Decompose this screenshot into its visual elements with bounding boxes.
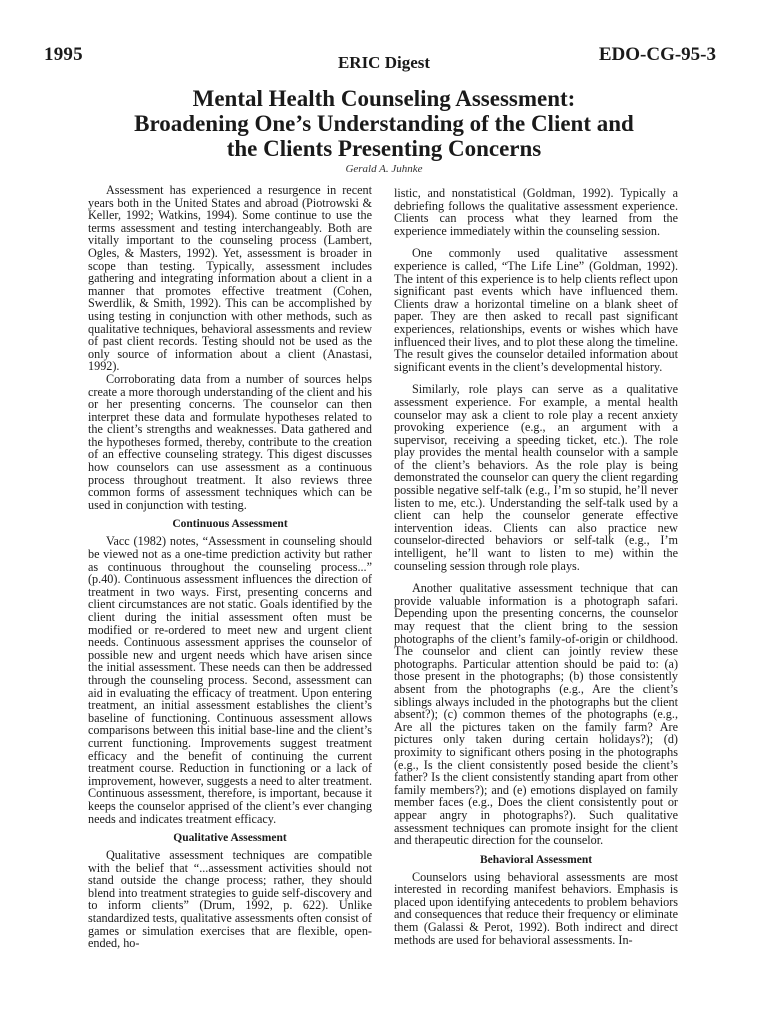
title-line-2: Broadening One’s Understanding of the Client and	[134, 111, 634, 136]
photograph-safari-paragraph: Another qualitative assessment technique that can provide valuable information is a photograph safari. Depending upon the presenting concerns, the counselor may request that the client bring to the session photographs of the client’s family-of-origin or childhood. The counselor and client can jointly review these photographs. Particular attention should be paid to: (a) those present in the photographs; (b) those consistently absent from the photographs (e.g., Are the client’s siblings always included in the photographs but the client absent?); (c) common themes of the photographs (e.g., Are all the pictures taken on the family farm? Are pictures only taken during certain holidays?); (d) proximity to significant others posing in the photographs (e.g., Is the client consistently posed beside the client’s father? Is the client consistently standing apart from other family members?); and (e) emotions displayed on family member faces (e.g., Does the client consistently pout or appear angry in photographs?). Such qualitative assessment techniques can promote insight for the client and therapeutic direction for the counselor.	[394, 581, 678, 848]
right-column	[394, 187, 678, 946]
publication-year: 1995	[44, 44, 83, 65]
document-code: EDO-CG-95-3	[598, 44, 716, 65]
qualitative-assessment-paragraph-1: Qualitative assessment techniques are compatible with the belief that “...assessment activities should not stand outside the change process; rather, they should blend into treatment strategies to guide self-discovery and to inform clients” (Drum, 1992, p. 622). Unlike standardized tests, qualitative assessments often consist of games or simulation exercises that are flexible, open-ended, ho-	[88, 848, 372, 951]
behavioral-assessment-paragraph: Counselors using behavioral assessments are most interested in recording manifest behaviors. Emphasis is placed upon identifying antecedents to problem behaviors and consequences that reduce their frequency or eliminate them (Galassi & Perot, 1992). Both indirect and direct methods are used for behavioral assessments. In-	[394, 869, 678, 947]
role-play-paragraph: Similarly, role plays can serve as a qualitative assessment experience. For example, a mental health counselor may ask a client to role play a recent anxiety provoking experience (e.g., an argument with a supervisor, receiving a speeding ticket, etc.). The role play provides the mental health counselor with a sample of the client’s behaviors. As the role play is being demonstrated the counselor can query the client regarding possible negative self-talk (e.g., I’m so stupid, he’ll never listen to me, etc.). Understanding the self-talk used by a client can help the counselor generate effective intervention ideas. Clients can also practice new counselor-directed behaviors or self-talk (e.g., I’m intelligent, he’ll want to listen to me) within the counseling session through role plays.	[394, 382, 678, 573]
title-line-1: Mental Health Counseling Assessment:	[192, 86, 576, 111]
document-title	[60, 86, 708, 161]
continuous-assessment-paragraph: Vacc (1982) notes, “Assessment in counseling should be viewed not as a one-time prediction activity but rather as continuous throughout the counseling process...” (p.40). Continuous assessment influences the direction of treatment in two ways. First, presenting concerns and client circumstances are not static. Goals identified by the client during the initial assessment often must be modified or re-ordered to meet new and urgent client needs. Continuous assessment apprises the counselor of possible new and urgent needs which have arisen since the initial assessment. These needs can then be addressed through the counseling process. Second, assessment can aid in evaluating the efficacy of treatment. Upon entering treatment, an initial assessment establishes the client’s baseline of functioning. Continuous assessment allows comparisons between this initial base-line and the client’s current functioning. Improvements suggest treatment efficacy and the benefit of continuing the current treatment course. Reduction in functioning or a lack of improvement, however, suggests a need to alter treatment. Continuous assessment, therefore, is important, because it keeps the counselor apprised of the client’s ever changing needs and indicates treatment efficacy.	[88, 534, 372, 826]
digest-label: ERIC Digest	[337, 53, 431, 72]
author-name: Gerald A. Juhnke	[345, 163, 423, 175]
title-line-3: the Clients Presenting Concerns	[226, 136, 542, 161]
section-heading-qualitative-assessment: Qualitative Assessment	[173, 832, 287, 845]
section-heading-continuous-assessment: Continuous Assessment	[172, 518, 288, 531]
qualitative-assessment-continuation: listic, and nonstatistical (Goldman, 1992). Typically a debriefing follows the qualitative assessment experience. Clients can process what they learned from the experience immediately within the counseling session.	[394, 186, 678, 238]
section-heading-behavioral-assessment: Behavioral Assessment	[479, 853, 593, 866]
left-column	[88, 184, 372, 950]
intro-paragraph-2: Corroborating data from a number of sources helps create a more thorough understanding of the client and his or her presenting concerns. The counselor can then interpret these data and formulate hypotheses related to the client’s strengths and weaknesses. Data gathered and the hypotheses formed, thereby, contribute to the creation of an effective counseling strategy. This digest discusses how counselors can use assessment as a continuous process throughout treatment. It also reviews three common forms of assessment techniques which can be used in conjunction with testing.	[88, 371, 372, 512]
life-line-paragraph: One commonly used qualitative assessment experience is called, “The Life Line” (Goldman, 1992). The intent of this experience is to help clients reflect upon significant past events which have influenced them. Clients draw a horizontal timeline on a blank sheet of paper. They are then asked to recall past significant experiences, relationships, events or wishes which have influenced their lives, and to plot these along the timeline. The result gives the counselor detailed information about significant events in the client’s developmental history.	[394, 246, 678, 374]
intro-paragraph-1: Assessment has experienced a resurgence in recent years both in the United States and abroad (Piotrowski & Keller, 1992; Watkins, 1994). Some continue to use the terms assessment and testing interchangeably. Both are vitally important to the counseling process (Lambert, Ogles, & Masters, 1992). Yet, assessment is broader in scope than testing. Typically, assessment includes gathering and integrating information about a client in a manner that promotes effective treatment (Cohen, Swerdlik, & Smith, 1992). This can be accomplished by using testing in conjunction with other methods, such as qualitative techniques, behavioral assessments and review of past client records. Testing should not be used as the only source of information about a client (Anastasi, 1992).	[88, 183, 372, 374]
